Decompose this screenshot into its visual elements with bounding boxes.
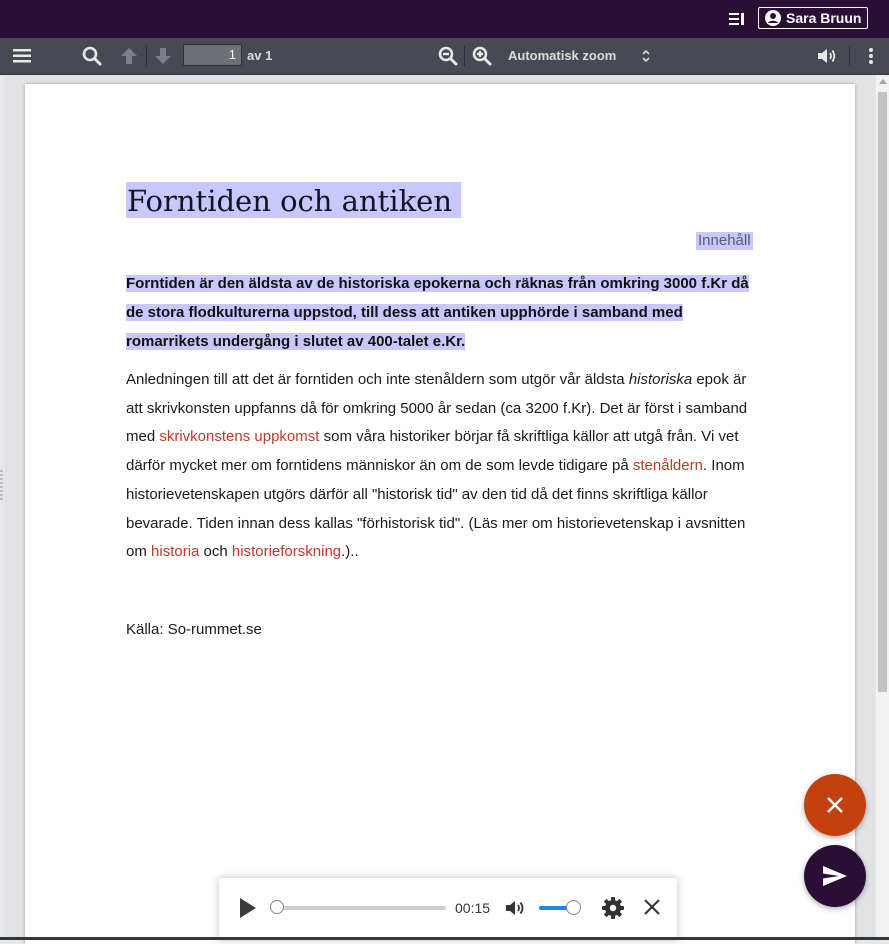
volume-knob[interactable] bbox=[566, 900, 581, 915]
arrow-up-icon bbox=[120, 47, 138, 65]
body-text-segment: som våra historiker börjar få skriftliga källor att utgå från. Vi vet därför mycket mer om forntidens människor än om de som levde tidigare på bbox=[126, 428, 739, 475]
gear-icon[interactable] bbox=[601, 896, 625, 925]
read-aloud-button[interactable] bbox=[814, 38, 840, 74]
scrollbar-thumb[interactable] bbox=[878, 92, 887, 692]
volume-icon[interactable] bbox=[505, 898, 527, 923]
close-fab-button[interactable] bbox=[804, 774, 866, 836]
user-name: Sara Bruun bbox=[786, 10, 862, 26]
search-icon bbox=[82, 46, 102, 66]
page-count-label: av 1 bbox=[247, 48, 273, 63]
lead-paragraph bbox=[126, 269, 756, 356]
body-emphasis: historiska bbox=[628, 371, 693, 388]
close-icon bbox=[826, 796, 844, 814]
body-text-segment: Anledningen till att det är forntiden och inte stenåldern som utgör vår äldsta bbox=[126, 371, 629, 388]
time-display: 00:15 bbox=[455, 900, 491, 916]
link-stone-age[interactable]: stenåldern bbox=[632, 457, 703, 475]
chevron-updown-icon bbox=[641, 48, 651, 64]
body-paragraph bbox=[126, 366, 756, 567]
user-circle-icon bbox=[765, 10, 781, 26]
progress-track[interactable] bbox=[278, 906, 446, 910]
zoom-select-toggle[interactable] bbox=[638, 38, 654, 74]
next-page-button[interactable] bbox=[150, 38, 176, 74]
source-credit: Källa: So-rummet.se bbox=[126, 621, 262, 638]
more-tools-button[interactable] bbox=[861, 38, 881, 74]
zoom-out-icon bbox=[438, 46, 458, 66]
zoom-in-icon bbox=[472, 46, 492, 66]
send-fab-button[interactable] bbox=[804, 845, 866, 907]
close-icon[interactable] bbox=[643, 898, 661, 921]
previous-page-button[interactable] bbox=[116, 38, 142, 74]
page-title: Forntiden och antiken bbox=[126, 182, 461, 218]
list-icon[interactable] bbox=[729, 12, 745, 26]
body-text-segment: . Inom historievetenskapen utgörs därför all "historisk tid" av den tid då det finns skriftliga källor bevarade. Tiden innan dess kallas "förhistorisk tid". (Läs mer om historievetenskap i avsnitten om bbox=[126, 457, 746, 561]
arrow-down-icon bbox=[154, 47, 172, 65]
volume-icon bbox=[817, 47, 837, 65]
kebab-icon bbox=[868, 47, 874, 65]
toolbar-separator bbox=[464, 46, 465, 66]
scroll-up-arrow[interactable] bbox=[879, 79, 887, 84]
toc-link[interactable]: Innehåll bbox=[698, 232, 751, 249]
top-bar bbox=[0, 0, 889, 38]
lead-text: Forntiden är den äldsta av de historiska epokerna och räknas från omkring 3000 f.Kr då de stora flodkulturerna uppstod, till dess att antiken upphörde i samband med romarrikets undergång i slutet av 400-talet e.Kr. bbox=[126, 275, 749, 350]
zoom-in-button[interactable] bbox=[470, 38, 494, 74]
link-history-research[interactable]: historieforskning bbox=[231, 543, 342, 561]
sidebar-toggle-icon bbox=[12, 48, 32, 64]
search-button[interactable] bbox=[78, 38, 106, 74]
user-account-button[interactable] bbox=[758, 7, 868, 29]
body-text-segment: och bbox=[199, 543, 232, 561]
sidebar-toggle-button[interactable] bbox=[8, 38, 36, 74]
progress-knob[interactable] bbox=[270, 900, 284, 914]
body-text-segment: epok är att skrivkonsten uppfanns då för omkring 5000 år sedan (ca 3200 f.Kr). Det är först i samband med bbox=[126, 371, 748, 446]
body-text-segment: .).. bbox=[341, 543, 359, 561]
play-icon[interactable] bbox=[240, 898, 256, 918]
zoom-select[interactable]: Automatisk zoom bbox=[508, 48, 617, 63]
toolbar-separator bbox=[146, 46, 147, 66]
page-number-input[interactable]: 1 bbox=[183, 44, 242, 66]
link-writing-origin[interactable]: skrivkonstens uppkomst bbox=[159, 428, 320, 446]
sidebar-resize-handle[interactable] bbox=[0, 470, 3, 500]
link-history[interactable]: historia bbox=[151, 543, 200, 561]
toolbar-separator bbox=[849, 46, 850, 66]
send-icon bbox=[822, 865, 848, 887]
zoom-out-button[interactable] bbox=[436, 38, 460, 74]
